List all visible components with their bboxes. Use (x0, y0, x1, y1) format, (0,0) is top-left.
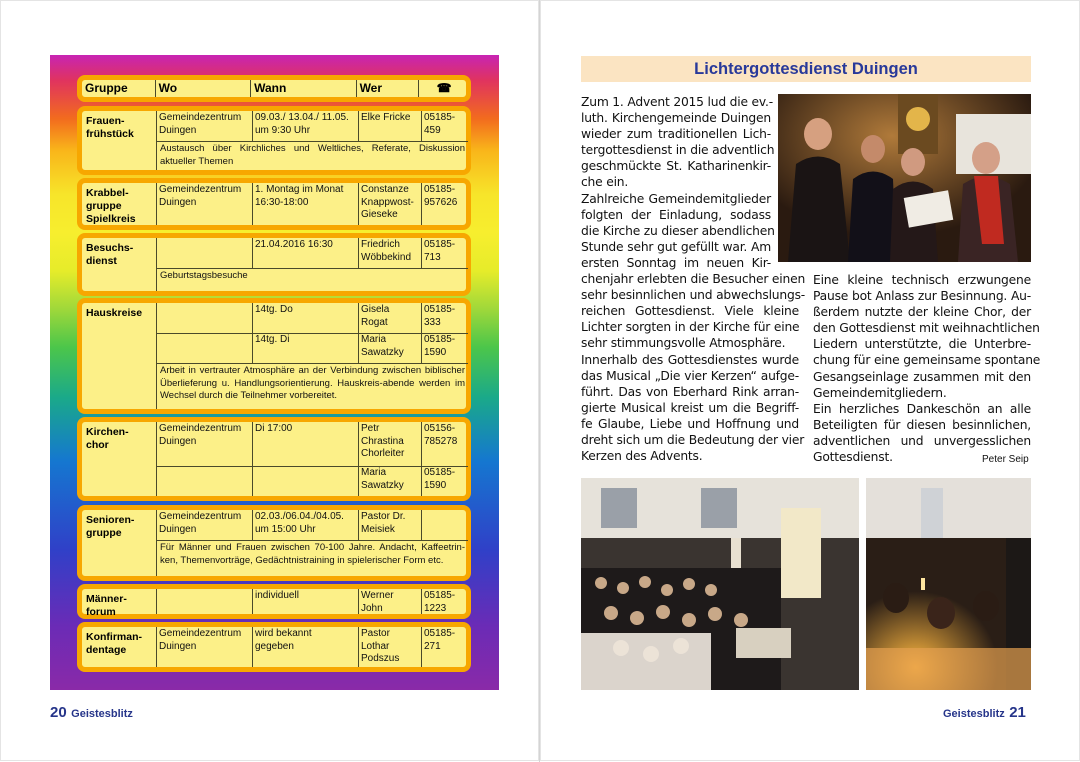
header-wer: Wer (357, 80, 420, 97)
article-line: Pause bot Anlass zur Besinnung. Au- (813, 289, 1031, 304)
group-name: Männer- forum (86, 593, 127, 618)
header-gruppe: Gruppe (82, 80, 156, 97)
article-line: ßerdem nutzte der kleine Chor, der (813, 305, 1031, 320)
magazine-name: Geistesblitz (71, 708, 133, 720)
article-line: Gemeindemitgliedern. (813, 385, 947, 400)
article-line: chung für eine gemeinsame spontane (813, 353, 1041, 368)
page-number: 20 (50, 704, 67, 721)
cell-wo: Gemeindezentrum Duingen (159, 112, 242, 136)
article-line: Ein herzliches Dankeschön an alle (813, 401, 1031, 416)
article-line: folgten der Einladung, sodass (581, 207, 771, 222)
article-line: führt. Das von Eberhard Rink arran- (581, 384, 799, 399)
cell-tel: 05185- 713 (424, 239, 456, 263)
group-name: Konfirman- dentage (86, 631, 142, 656)
cell-wer: Gisela Rogat (361, 304, 390, 328)
cell-tel: 05185- 1590 (424, 467, 456, 491)
candlelight-photo (866, 478, 1031, 690)
article-line: sehr besinnlichen und abwechslungs- (581, 288, 806, 303)
article-line: Zum 1. Advent 2015 lud die ev.- (581, 95, 773, 109)
cell-wo: Gemeindezentrum Duingen (159, 511, 242, 535)
article-line: tergottesdienst in die adventlich (581, 143, 775, 158)
cell-wann: wird bekannt gegeben (255, 628, 312, 652)
article-line: Lichter sorgten in der Kirche für eine (581, 320, 800, 335)
cell-wer: Friedrich Wöbbekind (361, 239, 412, 263)
group-name: Kirchen- chor (86, 426, 129, 451)
group-block (77, 233, 471, 296)
group-block (77, 505, 471, 581)
cell-tel: 05185- 333 (424, 304, 456, 328)
cell-wo (157, 238, 252, 268)
article-line: Eine kleine technisch erzwungene (813, 273, 1031, 287)
cell-wo (157, 333, 252, 363)
cell-wann: 09.03./ 13.04./ 11.05. um 9:30 Uhr (255, 112, 349, 136)
article-line: geschmückte St. Katharinenkir- (581, 159, 771, 174)
group-note: Für Männer und Frauen zwischen 70-100 Jahre. Andacht, Kaffeetrin-ken, Themenvorträge, Gedächtnistraining in spielerischer Form etc. (160, 542, 465, 566)
article-author: Peter Seip (982, 454, 1029, 465)
article-title: Lichtergottesdienst Duingen (694, 60, 918, 78)
cell-wann: 14tg. Di (255, 334, 290, 345)
article-line: adventlichen und unvergesslichen (813, 433, 1031, 448)
cell-wo (157, 466, 252, 496)
choir-photo (778, 94, 1031, 262)
group-name: Krabbel- gruppe Spielkreis (86, 187, 136, 225)
group-block (77, 622, 471, 672)
article-column-1 (581, 94, 806, 464)
article-line: die Kirche zu dieser abendlichen (581, 223, 775, 238)
article-line: den Gottesdienst mit weihnachtlichen (813, 321, 1040, 336)
group-block (77, 178, 471, 230)
left-page-footer (50, 704, 133, 722)
cell-wo (157, 589, 252, 614)
cell-wer: Petr Chrastina Chorleiter (361, 423, 405, 459)
article-title-bar (581, 56, 1031, 82)
header-cells (82, 80, 466, 97)
article-line: ersten Sonntag im neuen Kir- (581, 255, 771, 270)
article-line: Beteiligten für diesen besinnlichen, (813, 417, 1031, 432)
group-note: Arbeit in vertrauter Atmosphäre an der Verbindung zwischen biblischer Überlieferung u. Handlungsorientierung. Hauskreis-abende werden im Wechsel durch die Teilnehmer vorbereitet. (160, 365, 465, 401)
group-name: Hauskreise (86, 307, 143, 319)
article-line: che ein. (581, 175, 629, 190)
cell-tel: 05185- 1223 (424, 590, 456, 614)
cell-wer: Maria Sawatzky (361, 334, 404, 358)
cell-tel: 05185- 1590 (424, 334, 456, 358)
cell-tel: 05156- 785278 (424, 423, 458, 447)
article-line: dreht sich um die Bedeutung der vier (581, 432, 805, 447)
table-header-row (77, 75, 471, 102)
article-line: Gottesdienst. (813, 450, 893, 465)
cell-wer: Werner John (361, 590, 394, 614)
group-note: Austausch über Kirchliches und Weltliches, Referate, Diskussion aktueller Themen (160, 143, 465, 167)
cell-wer: Maria Sawatzky (361, 467, 404, 491)
right-page-footer (943, 704, 1026, 722)
article-line: Innerhalb des Gottesdienstes wurde (581, 352, 799, 367)
group-note: Geburtstagsbesuche (160, 270, 248, 281)
article-line: gierte Musical kreist um die Begriff- (581, 400, 799, 415)
cell-wann: 21.04.2016 16:30 (255, 239, 333, 250)
group-name: Senioren- gruppe (86, 514, 135, 539)
header-wo: Wo (156, 80, 252, 97)
cell-wer: Elke Fricke (361, 112, 411, 123)
cell-wo: Gemeindezentrum Duingen (159, 423, 242, 447)
group-block (77, 298, 471, 414)
cell-wo: Gemeindezentrum Duingen (159, 628, 242, 652)
article-line: Kerzen des Advents. (581, 449, 703, 464)
article-line: luth. Kirchengemeinde Duingen (581, 111, 771, 126)
group-block (77, 106, 471, 175)
magazine-name: Geistesblitz (943, 708, 1005, 720)
article-line: Liedern unterstützte, die Unterbre- (813, 337, 1031, 352)
article-line: Zahlreiche Gemeindemitglieder (581, 191, 771, 206)
cell-wann: 14tg. Do (255, 304, 293, 315)
cell-wer: Constanze Knappwost- Gieseke (361, 184, 414, 220)
article-line: sehr stimmungsvolle Atmosphäre. (581, 336, 786, 351)
cell-tel: 05185- 957626 (424, 184, 458, 208)
cell-wann (253, 466, 358, 496)
cell-wer: Pastor Lothar Podszus (361, 628, 400, 664)
page-spine (539, 0, 540, 762)
cell-wann: 02.03./06.04./04.05. um 15:00 Uhr (255, 511, 344, 535)
telephone-icon: ☎ (436, 81, 452, 95)
cell-tel: 05185- 459 (424, 112, 456, 136)
cell-wann: individuell (255, 590, 299, 601)
cell-wo (157, 303, 252, 333)
page-number: 21 (1009, 704, 1026, 721)
article-column-2 (813, 272, 1041, 465)
cell-wo: Gemeindezentrum Duingen (159, 184, 242, 208)
article-line: fe Glaube, Liebe und Hoffnung und (581, 416, 799, 431)
cell-wer: Pastor Dr. Meisiek (361, 511, 406, 535)
article-line: Stunde sehr gut gefüllt war. Am (581, 239, 771, 254)
article-line: Gesangseinlage zusammen mit den (813, 369, 1031, 384)
article-line: das Musical „Die vier Kerzen“ aufge- (581, 368, 799, 383)
congregation-photo (581, 478, 859, 690)
cell-tel (422, 510, 468, 540)
header-wann: Wann (251, 80, 356, 97)
cell-tel: 05185- 271 (424, 628, 456, 652)
cell-wann: Di 17:00 (255, 423, 293, 434)
group-block (77, 417, 471, 501)
article-line: reichen Gottesdienst. Viele kleine (581, 304, 799, 319)
group-block (77, 584, 471, 619)
group-name: Besuchs- dienst (86, 242, 134, 267)
group-name: Frauen- frühstück (86, 115, 134, 140)
article-line: chenjahr erlebten die Besucher einen (581, 272, 806, 287)
article-line: wieder zum traditionellen Lich- (581, 127, 771, 142)
cell-wann: 1. Montag im Monat 16:30-18:00 (255, 184, 344, 208)
